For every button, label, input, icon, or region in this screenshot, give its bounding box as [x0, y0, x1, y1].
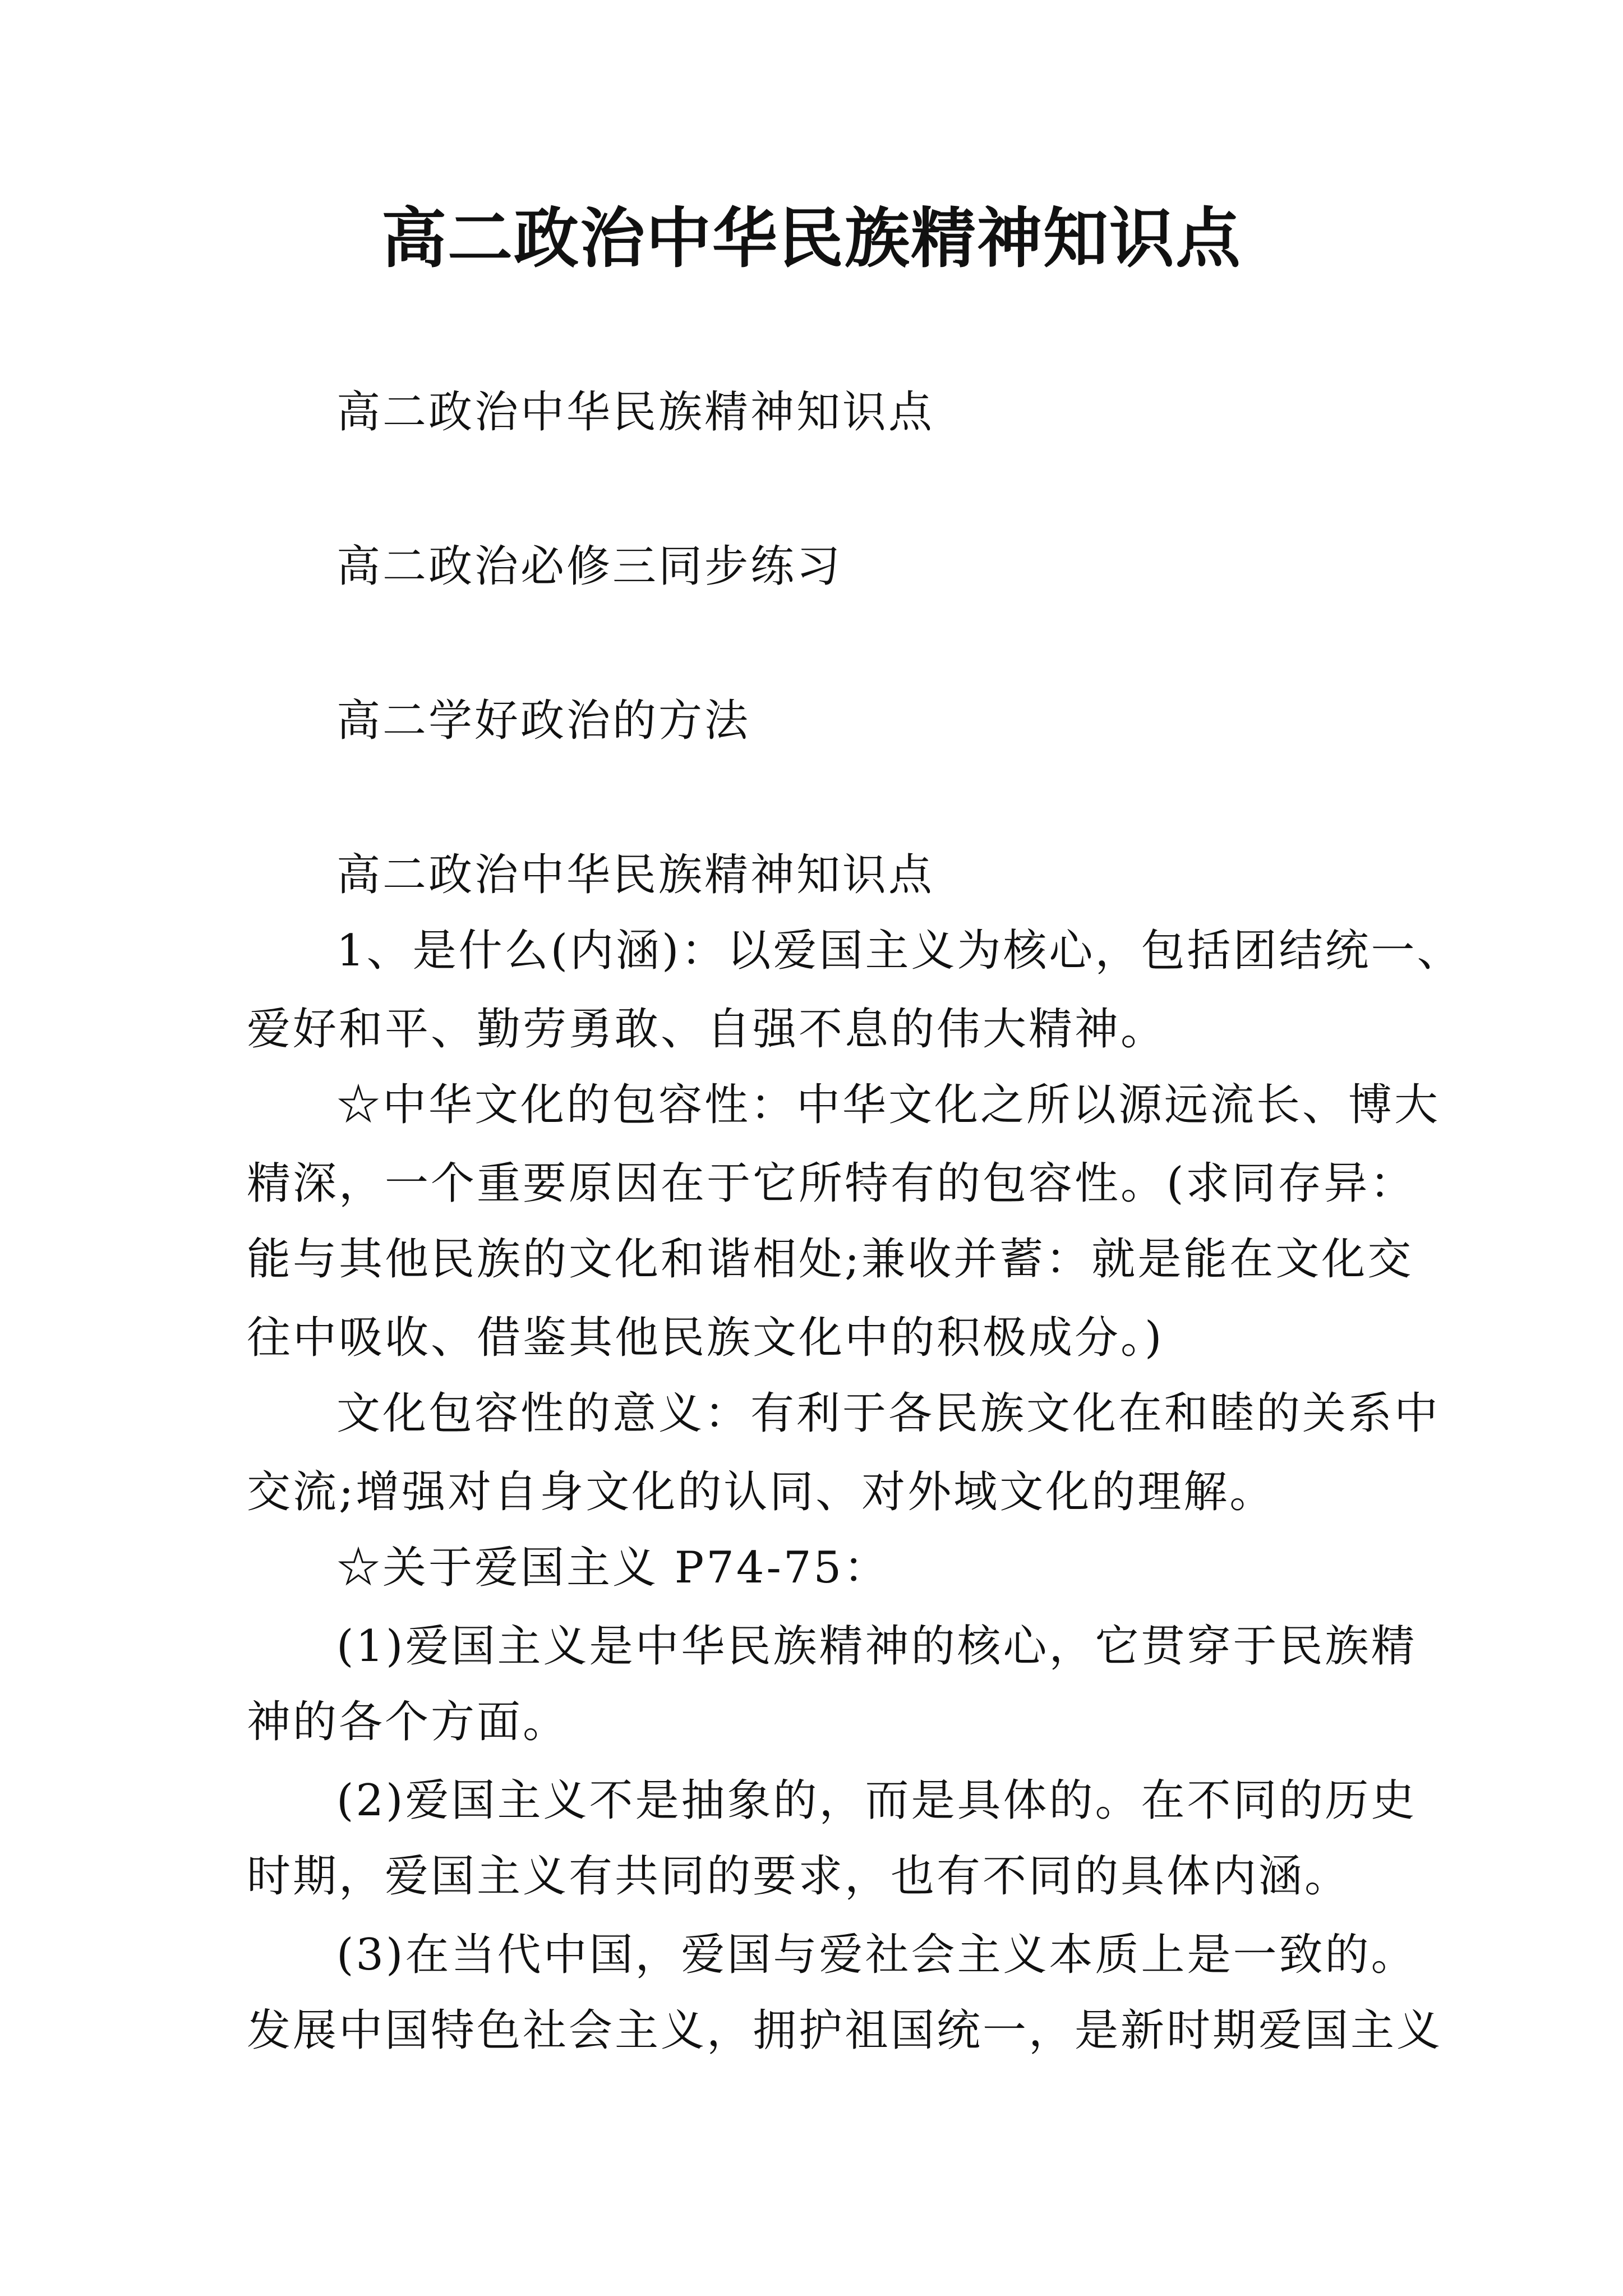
body-line: 爱好和平、勤劳勇敢、自强不息的伟大精神。 — [247, 1004, 1167, 1055]
body-line: 文化包容性的意义：有利于各民族文化在和睦的关系中 — [336, 1388, 1441, 1439]
body-line: (3)在当代中国，爱国与爱社会主义本质上是一致的。 — [336, 1930, 1417, 1980]
body-line: 精深，一个重要原因在于它所特有的包容性。(求同存异： — [247, 1158, 1416, 1209]
toc-item-3: 高二学好政治的方法 — [336, 696, 751, 746]
section-heading: 高二政治中华民族精神知识点 — [336, 850, 935, 900]
body-line: ☆中华文化的包容性：中华文化之所以源远流长、博大 — [336, 1080, 1441, 1130]
document-title: 高二政治中华民族精神知识点 — [381, 200, 1242, 277]
body-line: (2)爱国主义不是抽象的，而是具体的。在不同的历史 — [336, 1775, 1417, 1826]
toc-item-2: 高二政治必修三同步练习 — [336, 541, 843, 592]
body-line: 时期，爱国主义有共同的要求，也有不同的具体内涵。 — [247, 1851, 1351, 1902]
body-line: 往中吸收、借鉴其他民族文化中的积极成分。) — [247, 1313, 1164, 1363]
toc-item-1: 高二政治中华民族精神知识点 — [336, 387, 935, 438]
body-line: 神的各个方面。 — [247, 1697, 569, 1747]
body-line: 1、是什么(内涵)：以爱国主义为核心，包括团结统一、 — [336, 926, 1463, 976]
body-line: 能与其他民族的文化和谐相处;兼收并蓄：就是能在文化交 — [247, 1234, 1414, 1285]
body-line: 交流;增强对自身文化的认同、对外域文化的理解。 — [247, 1467, 1276, 1517]
body-line: ☆关于爱国主义 P74-75： — [336, 1543, 890, 1593]
body-line: (1)爱国主义是中华民族精神的核心，它贯穿于民族精 — [336, 1621, 1417, 1672]
body-line: 发展中国特色社会主义，拥护祖国统一，是新时期爱国主义 — [247, 2005, 1443, 2056]
